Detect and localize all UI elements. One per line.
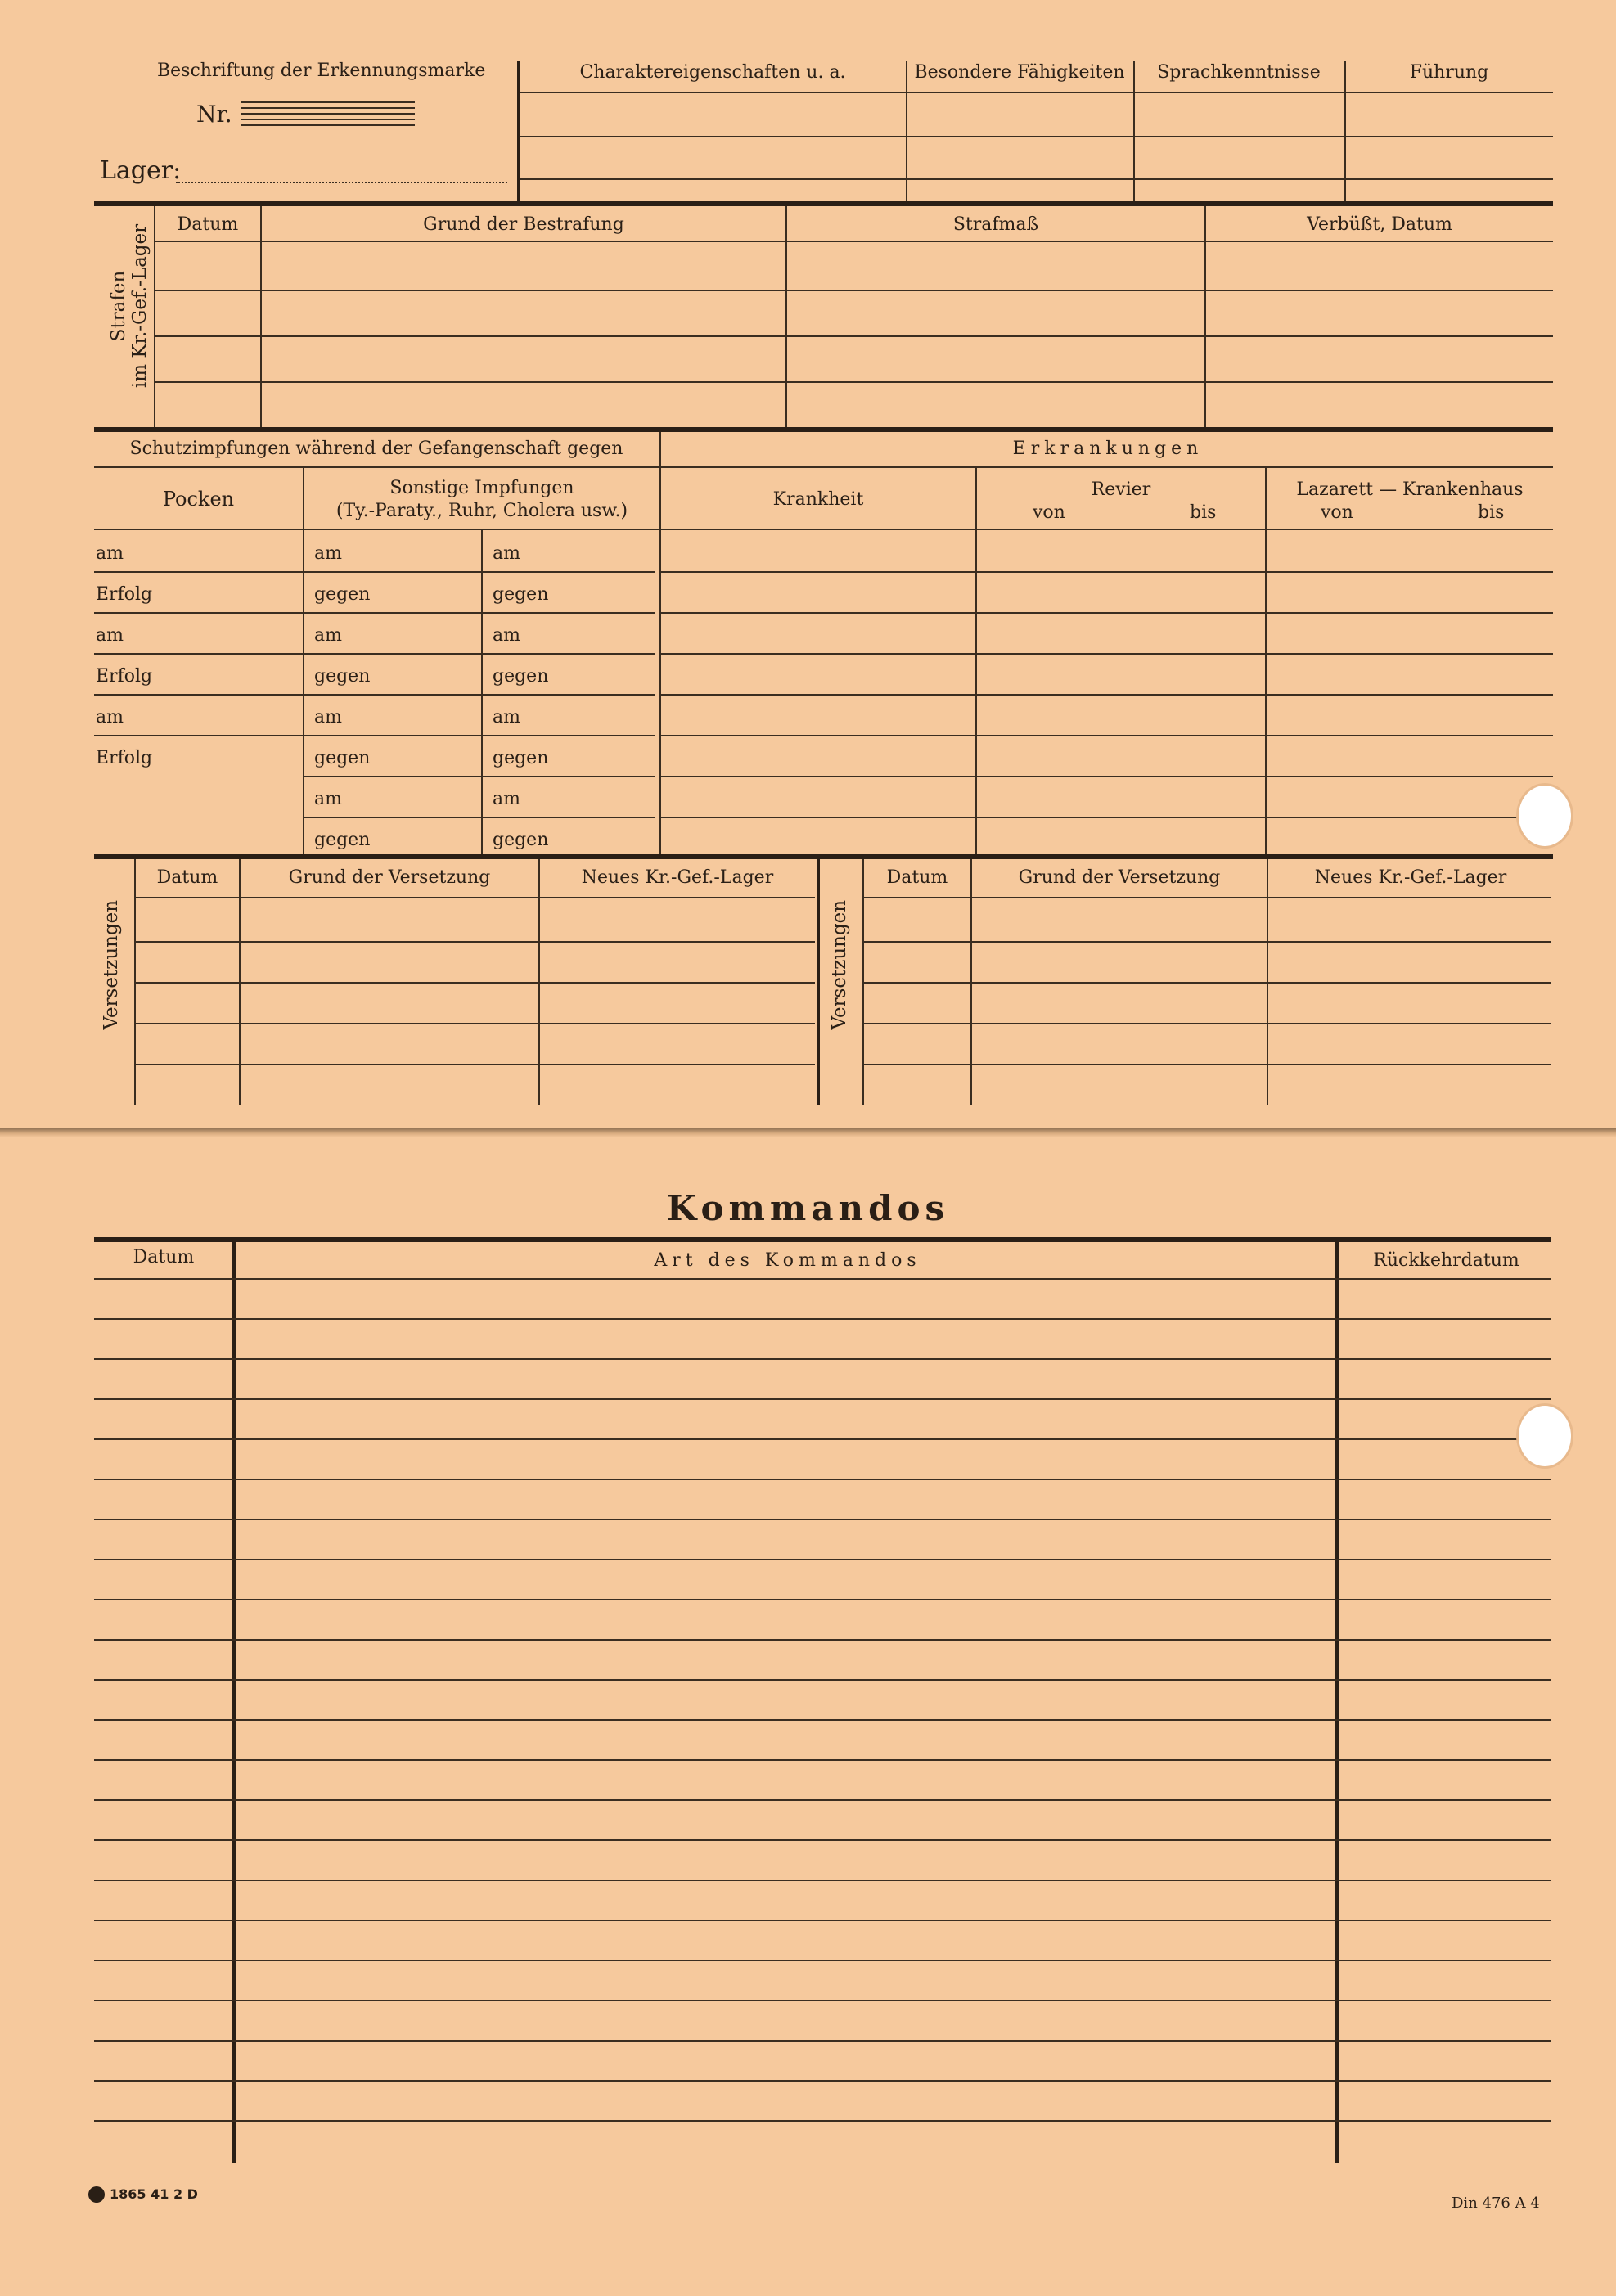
col-languages: Sprachkenntnisse (1157, 62, 1321, 83)
pox-erfolg-1: Erfolg (96, 584, 153, 605)
kom-col-return: Rückkehrdatum (1373, 1250, 1519, 1271)
col-other-2: (Ty.-Paraty., Ruhr, Cholera usw.) (335, 501, 628, 521)
kommandos-row-line (94, 1358, 1551, 1360)
revier-von: von (1033, 502, 1065, 523)
kommandos-row-line (94, 1479, 1551, 1480)
kommandos-title: Kommandos (666, 1188, 950, 1228)
col-hospital: Lazarett — Krankenhaus (1296, 479, 1524, 500)
nr-label: Nr. (196, 101, 232, 128)
other-a-am-2: am (314, 625, 342, 646)
pox-am-1: am (96, 543, 124, 564)
pox-erfolg-3: Erfolg (96, 748, 153, 768)
other-b-am-3: am (493, 707, 520, 727)
pox-am-3: am (96, 707, 124, 727)
punch-hole-bottom (1519, 1406, 1571, 1466)
revier-bis: bis (1190, 502, 1217, 523)
pox-erfolg-2: Erfolg (96, 666, 153, 687)
punch-hole-top (1519, 786, 1571, 846)
kommandos-row-line (94, 1519, 1551, 1520)
other-a-am-3: am (314, 707, 342, 727)
tr-col-date-l: Datum (156, 867, 218, 888)
transfers-side-label-right: Versetzungen (828, 899, 850, 1030)
tag-label: Beschriftung der Erkennungsmarke (157, 61, 486, 81)
kommandos-row-line (94, 1559, 1551, 1560)
kommandos-row-line (94, 1398, 1551, 1400)
kommandos-row-line (94, 1759, 1551, 1761)
hospital-bis: bis (1478, 502, 1505, 523)
kommandos-row-line (94, 2120, 1551, 2122)
kommandos-row-line (94, 2080, 1551, 2082)
kommandos-row-line (94, 1719, 1551, 1721)
lager-label: Lager: (100, 156, 182, 185)
vacc-title: Schutzimpfungen während der Gefangenschaft gegen (129, 439, 623, 459)
nr-field[interactable] (241, 101, 415, 126)
other-a-am-1: am (314, 543, 342, 564)
other-b-am-2: am (493, 625, 520, 646)
kommandos-row-line (94, 1920, 1551, 1921)
col-other-1: Sonstige Impfungen (389, 478, 574, 498)
col-illness: Krankheit (772, 489, 864, 510)
col-conduct: Führung (1409, 62, 1489, 83)
punishments-side-label-1: Strafen (108, 270, 129, 342)
tr-col-reason-r: Grund der Versetzung (1018, 867, 1221, 888)
pox-am-2: am (96, 625, 124, 646)
punishments-side-label (108, 208, 154, 404)
col-character: Charaktereigenschaften u. a. (579, 62, 846, 83)
kommandos-row-line (94, 1960, 1551, 1961)
other-a-gegen-1: gegen (314, 584, 371, 605)
form-seal-icon (88, 2186, 105, 2203)
col-pox: Pocken (162, 488, 235, 511)
tr-col-camp-l: Neues Kr.-Gef.-Lager (581, 867, 774, 888)
other-a-gegen-2: gegen (314, 666, 371, 687)
tr-col-reason-l: Grund der Versetzung (288, 867, 491, 888)
din-label: Din 476 A 4 (1452, 2195, 1540, 2212)
rule-1 (94, 201, 1553, 206)
ill-title: Erkrankungen (1012, 439, 1204, 459)
kommandos-row-line (94, 1278, 1551, 1280)
kommandos-row-line (94, 1799, 1551, 1801)
header-divider (517, 61, 520, 201)
kommandos-row-line (94, 1599, 1551, 1600)
kommandos-row-line (94, 1318, 1551, 1320)
kommandos-row-line (94, 2040, 1551, 2042)
transfers-side-label-left: Versetzungen (100, 899, 122, 1030)
other-b-am-4: am (493, 789, 520, 809)
pun-col-date: Datum (177, 214, 239, 235)
fold-shadow (0, 1128, 1616, 1137)
other-b-am-1: am (493, 543, 520, 564)
rule-2 (94, 427, 1553, 432)
punishments-side-label-2: im Kr.-Gef.-Lager (129, 223, 151, 389)
other-a-gegen-3: gegen (314, 748, 371, 768)
tr-col-date-r: Datum (886, 867, 948, 888)
pun-col-measure: Strafmaß (952, 214, 1039, 235)
other-b-gegen-3: gegen (493, 748, 549, 768)
kommandos-row-line (94, 1839, 1551, 1841)
col-skills: Besondere Fähigkeiten (914, 62, 1125, 83)
kommandos-row-line (94, 1438, 1551, 1440)
kommandos-row-line (94, 2000, 1551, 2001)
lager-field[interactable] (176, 178, 507, 183)
form-number: 1865 41 2 D (110, 2186, 198, 2202)
kommandos-row-line (94, 1679, 1551, 1681)
kom-col-type: Art des Kommandos (654, 1250, 921, 1271)
kommandos-row-line (94, 1880, 1551, 1881)
pun-col-reason: Grund der Bestrafung (423, 214, 624, 235)
rule-3 (94, 854, 1553, 859)
other-b-gegen-4: gegen (493, 830, 549, 850)
other-a-gegen-4: gegen (314, 830, 371, 850)
other-b-gegen-1: gegen (493, 584, 549, 605)
kom-col-date: Datum (133, 1247, 195, 1267)
pun-col-served: Verbüßt, Datum (1307, 214, 1452, 235)
col-revier: Revier (1091, 479, 1151, 500)
kommandos-row-line (94, 1639, 1551, 1641)
other-b-gegen-2: gegen (493, 666, 549, 687)
rule-4 (94, 1237, 1551, 1242)
other-a-am-4: am (314, 789, 342, 809)
hospital-von: von (1321, 502, 1353, 523)
tr-col-camp-r: Neues Kr.-Gef.-Lager (1314, 867, 1507, 888)
